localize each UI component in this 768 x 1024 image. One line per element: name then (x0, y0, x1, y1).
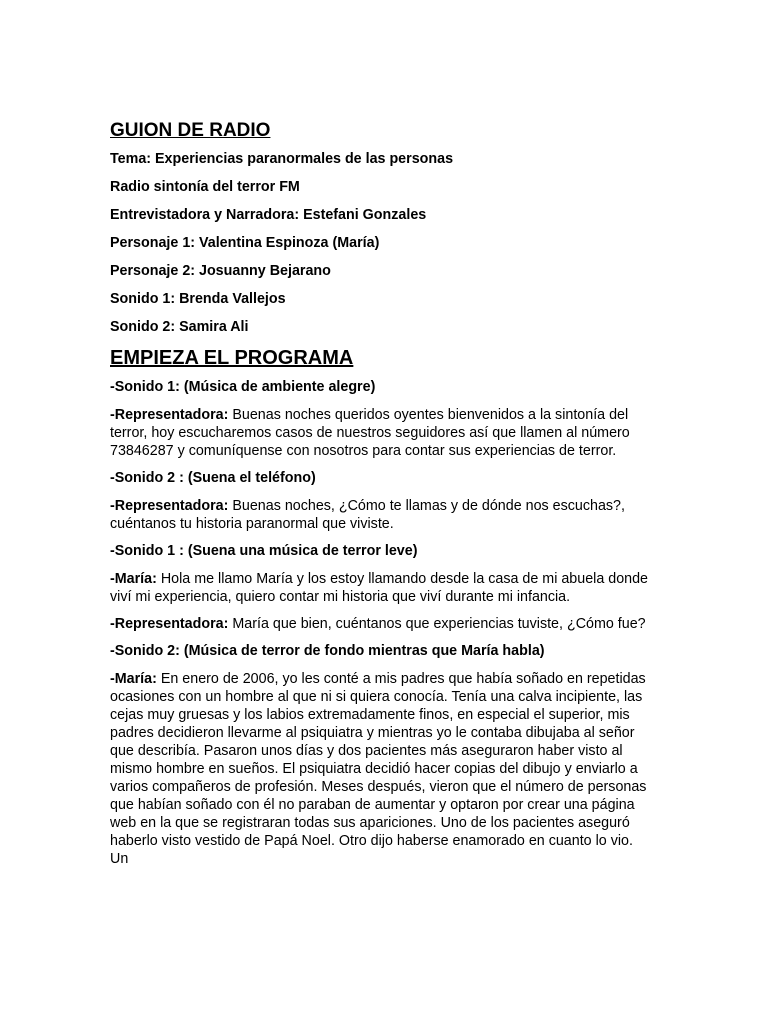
dialog-paragraph (110, 570, 655, 606)
meta-character-1: Personaje 1: Valentina Espinoza (María) (110, 235, 380, 251)
meta-sound-1: Sonido 1: Brenda Vallejos (110, 291, 286, 307)
dialog-paragraph (110, 406, 655, 460)
meta-station: Radio sintonía del terror FM (110, 179, 300, 195)
dialog-text: Buenas noches, ¿Cómo te llamas y de dónde nos escuchas?, cuéntanos tu historia paranormal que viviste. (110, 498, 625, 532)
section-title: EMPIEZA EL PROGRAMA (110, 347, 354, 369)
meta-sound-2: Sonido 2: Samira Ali (110, 319, 249, 335)
speaker-label: -Representadora: (110, 407, 229, 423)
sound-cue: -Sonido 1: (Música de ambiente alegre) (110, 379, 376, 395)
sound-cue: -Sonido 2 : (Suena el teléfono) (110, 470, 316, 486)
dialog-paragraph (110, 615, 655, 633)
meta-interviewer: Entrevistadora y Narradora: Estefani Gonzales (110, 207, 427, 223)
meta-topic: Tema: Experiencias paranormales de las personas (110, 151, 454, 167)
document-title: GUION DE RADIO (110, 120, 271, 141)
speaker-label: -María: (110, 671, 157, 687)
meta-character-2: Personaje 2: Josuanny Bejarano (110, 263, 331, 279)
dialog-text: Hola me llamo María y los estoy llamando desde la casa de mi abuela donde viví mi experiencia, quiero contar mi historia que viví durante mi infancia. (110, 571, 649, 605)
dialog-paragraph (110, 497, 655, 533)
dialog-paragraph (110, 670, 655, 868)
dialog-text: Buenas noches queridos oyentes bienvenidos a la sintonía del terror, hoy escucharemos casos de nuestros seguidores así que llamen al número 73846287 y comuníquense con nosotros para contar sus experiencias de terror. (110, 407, 630, 459)
document-page (110, 120, 655, 877)
sound-cue: -Sonido 1 : (Suena una música de terror leve) (110, 543, 418, 559)
dialog-text: En enero de 2006, yo les conté a mis padres que había soñado en repetidas ocasiones con un hombre al que ni si quiera conocía. Tenía una calva incipiente, las cejas muy gruesas y los labios extremadamente finos, en especial el superior, mis padres decidieron llevarme al psiquiatra y mientras yo le contaba dibujaba al señor que describía. Pasaron unos días y dos pacientes más aseguraron haber visto al mismo hombre en sueños. El psiquiatra decidió hacer copias del dibujo y enviarlo a varios compañeros de profesión. Meses después, vieron que el número de personas que habían soñado con él no paraban de aumentar y optaron por crear una página web en la que se registraran todas sus apariciones. Uno de los pacientes aseguró haberlo visto vestido de Papá Noel. Otro dijo haberse enamorado en cuanto lo vio. Un (110, 671, 647, 867)
dialog-text: María que bien, cuéntanos que experiencias tuviste, ¿Cómo fue? (228, 616, 646, 632)
speaker-label: -Representadora: (110, 498, 229, 514)
speaker-label: -Representadora: (110, 616, 229, 632)
speaker-label: -María: (110, 571, 157, 587)
sound-cue: -Sonido 2: (Música de terror de fondo mientras que María habla) (110, 643, 545, 659)
